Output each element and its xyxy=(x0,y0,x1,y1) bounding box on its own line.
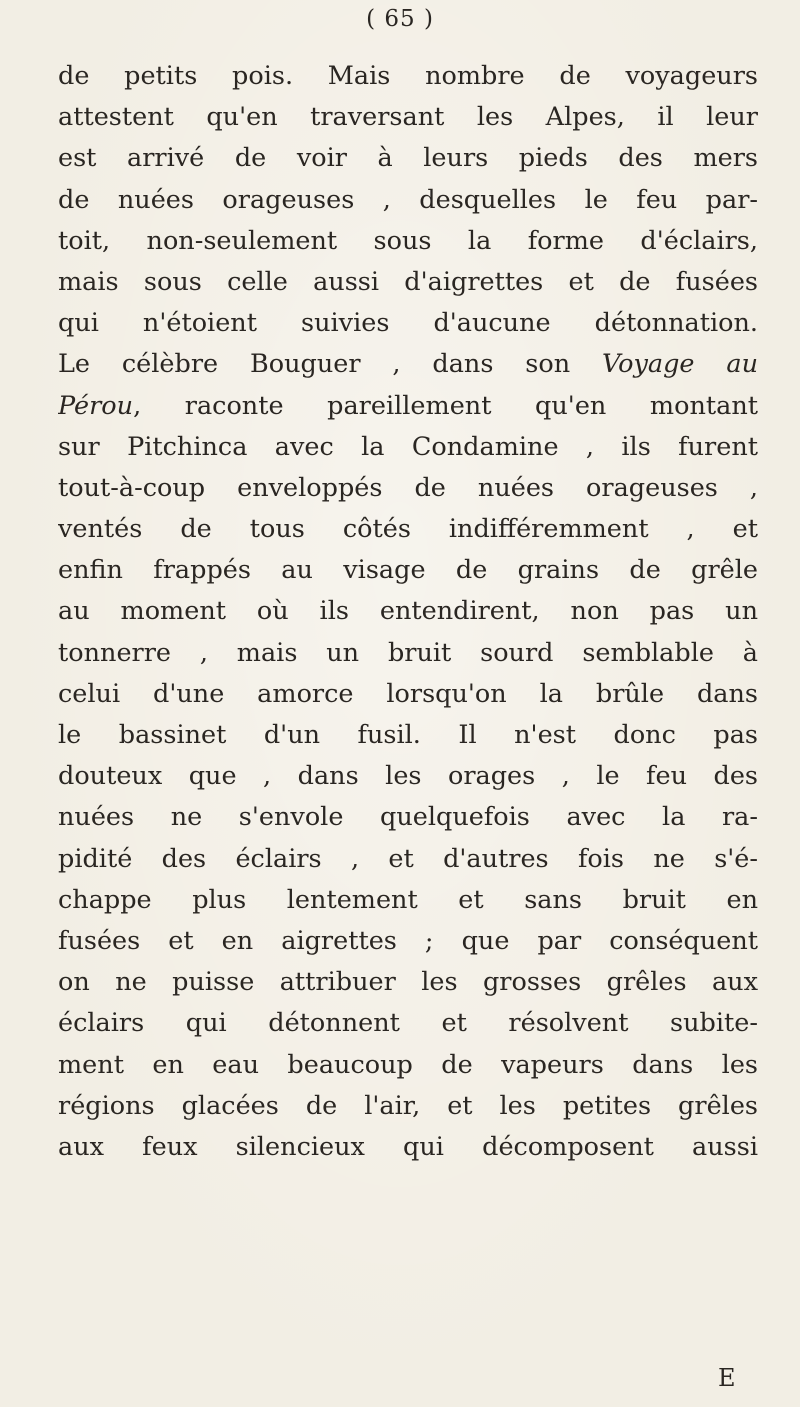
text-line: toit, non-seulement sous la forme d'éclairs, xyxy=(58,225,758,256)
text-line: est arrivé de voir à leurs pieds des mers xyxy=(58,143,758,174)
text-line: Pérou, raconte pareillement qu'en montant xyxy=(58,390,758,421)
text-line: ment en eau beaucoup de vapeurs dans les xyxy=(58,1049,758,1080)
text-line: régions glacées de l'air, et les petites grêles xyxy=(58,1090,758,1121)
text-line: aux feux silencieux qui décomposent aussi xyxy=(58,1131,758,1162)
text-line: de petits pois. Mais nombre de voyageurs xyxy=(58,61,758,91)
text-line: de nuées orageuses , desquelles le feu par- xyxy=(58,184,758,215)
text-line: ventés de tous côtés indifféremment , et xyxy=(58,514,758,545)
text-line: douteux que , dans les orages , le feu des xyxy=(58,761,758,792)
text-line: on ne puisse attribuer les grosses grêles aux xyxy=(58,967,758,998)
italic-title: Voyage au xyxy=(602,349,758,380)
text-line: sur Pitchinca avec la Condamine , ils furent xyxy=(58,431,758,462)
body-text xyxy=(58,56,758,1168)
text-line: qui n'étoient suivies d'aucune détonnation. xyxy=(58,308,758,339)
text-line: celui d'une amorce lorsqu'on la brûle dans xyxy=(58,678,758,709)
text-line: éclairs qui détonnent et résolvent subite- xyxy=(58,1008,758,1039)
text-line: au moment où ils entendirent, non pas un xyxy=(58,596,758,627)
text-line: tout-à-coup enveloppés de nuées orageuses , xyxy=(58,472,758,503)
text-line: pidité des éclairs , et d'autres fois ne s'é- xyxy=(58,843,758,874)
text-line: nuées ne s'envole quelquefois avec la ra- xyxy=(58,802,758,833)
text-line: tonnerre , mais un bruit sourd semblable à xyxy=(58,637,758,668)
text-line: mais sous celle aussi d'aigrettes et de fusées xyxy=(58,266,758,297)
italic-title: Pérou xyxy=(58,390,134,421)
text-line: le bassinet d'un fusil. Il n'est donc pas xyxy=(58,720,758,750)
text-line: enfin frappés au visage de grains de grêle xyxy=(58,555,758,586)
signature-mark: E xyxy=(718,1364,736,1392)
text-line: Le célèbre Bouguer , dans son Voyage au xyxy=(58,349,758,380)
text-line: chappe plus lentement et sans bruit en xyxy=(58,884,758,915)
text-line: attestent qu'en traversant les Alpes, il leur xyxy=(58,102,758,133)
text-line: fusées et en aigrettes ; que par conséquent xyxy=(58,925,758,956)
page-number: ( 65 ) xyxy=(366,6,434,32)
